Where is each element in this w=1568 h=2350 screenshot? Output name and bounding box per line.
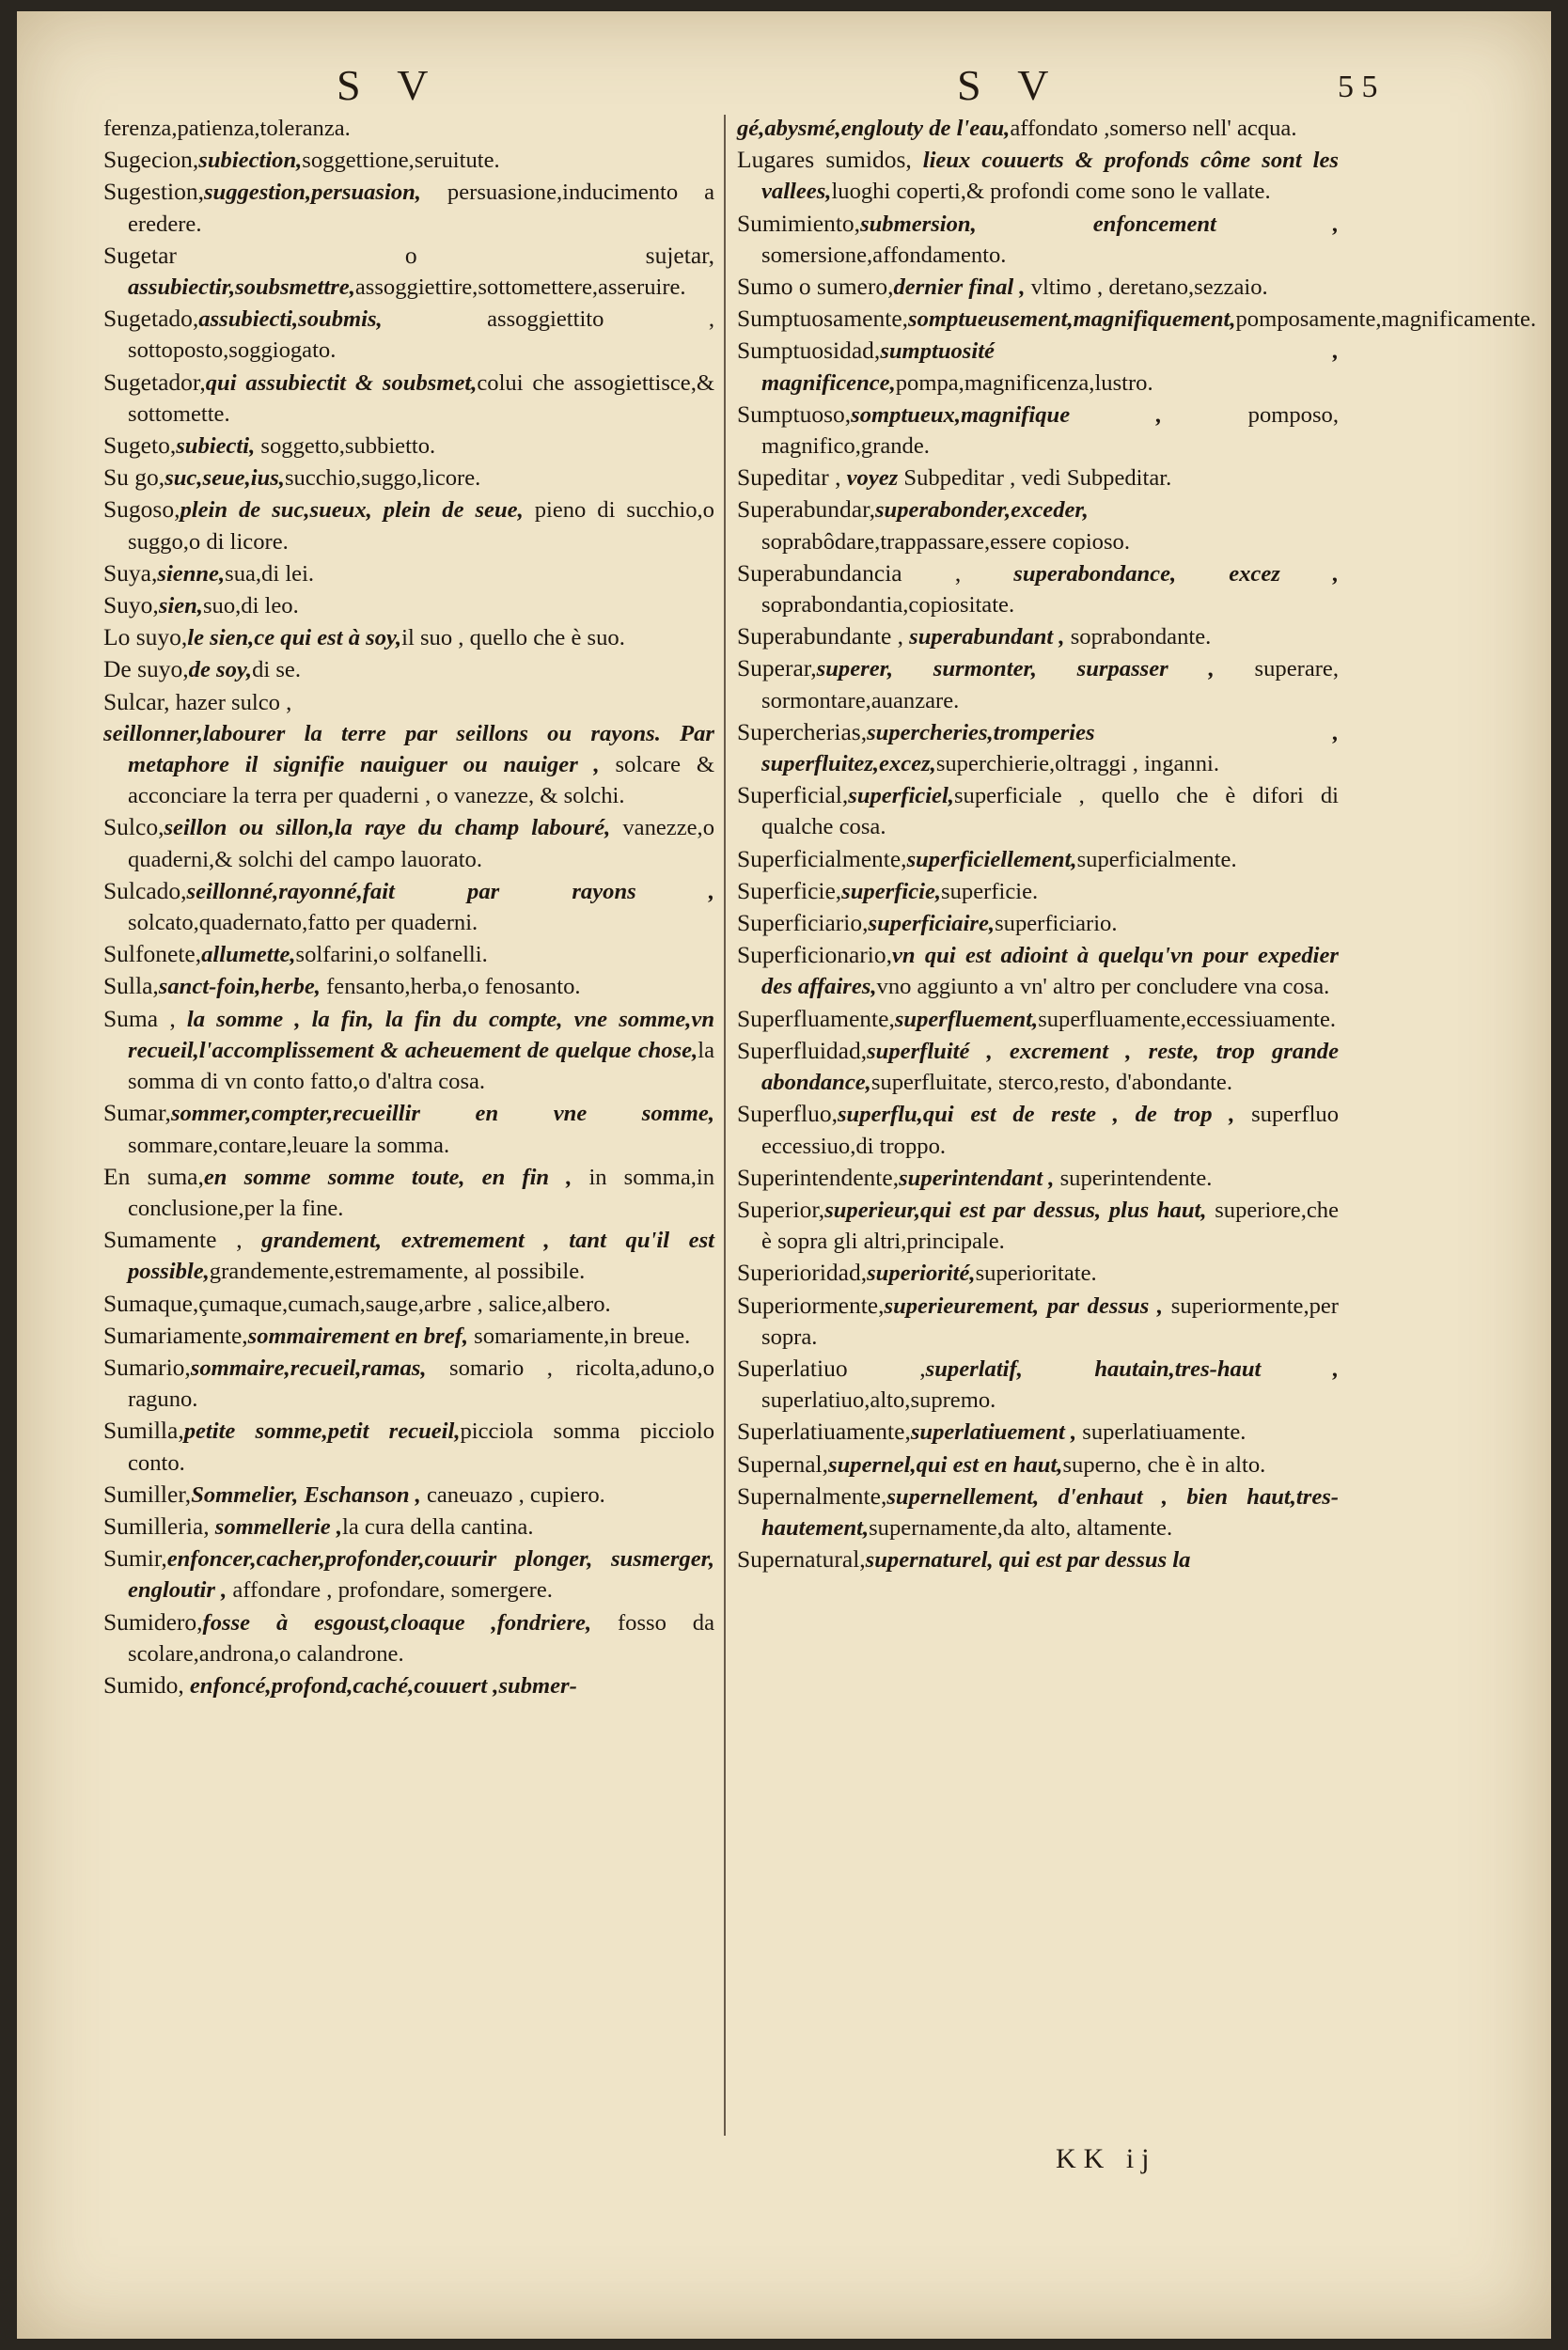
entry-headword: Superficial, bbox=[737, 781, 849, 809]
entry-gloss: pomposamente,magnificamente. bbox=[1235, 306, 1537, 333]
dictionary-entry bbox=[103, 653, 714, 685]
entry-headword: Suma , bbox=[103, 1004, 176, 1032]
entry-french-gloss: seillon ou sillon,la raye du champ labouré, bbox=[164, 815, 611, 841]
entry-french-gloss: sien, bbox=[158, 593, 203, 619]
entry-headword: Sulfonete, bbox=[103, 940, 202, 968]
entry-headword: Superficie, bbox=[737, 876, 842, 904]
entry-headword: Lo suyo, bbox=[103, 623, 188, 651]
entry-french-gloss: sumptuosité , magnificence, bbox=[761, 338, 1339, 396]
dictionary-entry bbox=[103, 1161, 714, 1224]
entry-gloss: superficie. bbox=[941, 878, 1039, 904]
entry-headword: Sumidero, bbox=[103, 1607, 203, 1636]
entry-headword: En suma, bbox=[103, 1162, 204, 1190]
folio-number: 5 5 bbox=[1338, 70, 1378, 104]
dictionary-entry bbox=[737, 335, 1339, 398]
dictionary-entry bbox=[103, 113, 714, 144]
entry-headword: Supernalmente, bbox=[737, 1481, 887, 1510]
dictionary-entry bbox=[103, 1415, 714, 1478]
entry-headword: Sugetar o sujetar, bbox=[103, 241, 714, 269]
entry-gloss: vanezze,o quaderni,& solchi del campo lauorato. bbox=[128, 815, 714, 872]
entry-gloss: suo,di leo. bbox=[202, 593, 299, 619]
entry-headword: Superlatiuo , bbox=[737, 1354, 926, 1382]
entry-headword: Superintendente, bbox=[737, 1163, 900, 1191]
dictionary-entry bbox=[103, 1511, 714, 1543]
entry-gloss: sommare,contare,leuare la somma. bbox=[128, 1132, 450, 1158]
entry-french-gloss: seillonné,rayonné,fait par rayons , bbox=[186, 878, 714, 904]
dictionary-entry bbox=[737, 144, 1339, 207]
entry-french-gloss: superintendant , bbox=[899, 1165, 1055, 1191]
dictionary-entry bbox=[103, 875, 714, 938]
entry-gloss: in somma,in conclusione,per la fine. bbox=[128, 1164, 715, 1221]
entry-headword: Sumilleria, bbox=[103, 1512, 210, 1540]
entry-french-gloss: superfluité , excrement , reste, trop grande abondance, bbox=[761, 1038, 1339, 1096]
entry-gloss: vltimo , deretano,sezzaio. bbox=[1025, 274, 1268, 301]
right-column bbox=[737, 113, 1537, 1575]
dictionary-entry bbox=[737, 1162, 1339, 1194]
entry-french-gloss: supercheries,tromperies , superfluitez,excez, bbox=[761, 719, 1339, 777]
entry-headword: De suyo, bbox=[103, 655, 189, 683]
entry-french-gloss: somptueusement,magnifiquement, bbox=[908, 306, 1236, 333]
entry-french-gloss: voyez bbox=[840, 465, 899, 492]
entry-gloss: persuasione,inducimento a eredere. bbox=[128, 180, 714, 237]
dictionary-entry bbox=[737, 779, 1339, 842]
entry-gloss: fosso da scolare,androna,o calandrone. bbox=[128, 1609, 714, 1667]
entry-french-gloss: superlatif, hautain,tres-haut , bbox=[925, 1355, 1339, 1382]
entry-gloss: fensanto,herba,o fenosanto. bbox=[320, 974, 581, 1000]
entry-gloss: superficiale , quello che è difori di qualche cosa. bbox=[761, 783, 1339, 840]
dictionary-entry bbox=[737, 1035, 1339, 1098]
dictionary-entry bbox=[103, 970, 714, 1002]
entry-headword: Sumilla, bbox=[103, 1417, 184, 1445]
entry-gloss: superfluitate, sterco,resto, d'abondante. bbox=[870, 1070, 1232, 1096]
entry-french-gloss: la somme , la fin, la fin du compte, vne somme,vn recueil,l'accomplissement & acheuement de quelque chose, bbox=[128, 1006, 714, 1063]
dictionary-entry bbox=[737, 939, 1339, 1002]
entry-french-gloss: supernaturel, qui est par dessus la bbox=[865, 1547, 1191, 1574]
entry-french-gloss: vn qui est adioint à quelqu'vn pour expedier des affaires, bbox=[761, 943, 1339, 1000]
dictionary-entry bbox=[737, 1098, 1339, 1161]
dictionary-entry bbox=[737, 843, 1339, 875]
entry-headword: Suya, bbox=[103, 558, 158, 587]
dictionary-entry bbox=[103, 938, 714, 970]
entry-gloss: superare, sormontare,auanzare. bbox=[761, 656, 1339, 713]
running-head-right: S V bbox=[957, 61, 1062, 109]
entry-gloss: superfluo eccessiuo,di troppo. bbox=[761, 1102, 1339, 1159]
dictionary-entry bbox=[103, 1224, 714, 1287]
entry-headword: Superior, bbox=[737, 1195, 825, 1223]
signature-mark bbox=[1056, 2143, 1157, 2175]
entry-french-gloss: gé,abysmé,englouty de l'eau, bbox=[737, 116, 1011, 141]
dictionary-entry bbox=[737, 875, 1339, 907]
entry-gloss: affondare , profondare, somergere. bbox=[227, 1577, 553, 1604]
signature-mark-text: KK ij bbox=[1056, 2143, 1157, 2174]
dictionary-entry bbox=[737, 208, 1339, 271]
entry-french-gloss: de soy, bbox=[188, 657, 253, 683]
entry-gloss: somario , ricolta,aduno,o raguno. bbox=[128, 1355, 714, 1413]
entry-gloss: somariamente,in breue. bbox=[468, 1323, 691, 1349]
dictionary-entry bbox=[737, 494, 1339, 556]
entry-french-gloss: supernel,qui est en haut, bbox=[828, 1451, 1063, 1478]
entry-headword: Superlatiuamente, bbox=[737, 1418, 911, 1446]
entry-french-gloss: assubiectir,soubsmettre, bbox=[128, 274, 355, 301]
entry-gloss: assoggiettito , sottoposto,soggiogato. bbox=[128, 306, 714, 364]
dictionary-entry bbox=[103, 303, 714, 366]
entry-gloss: soggetto,subbietto. bbox=[255, 433, 436, 460]
entry-gloss: superficiario. bbox=[995, 911, 1118, 937]
entry-french-gloss: superflu,qui est de reste , de trop , bbox=[837, 1102, 1235, 1128]
entry-french-gloss: suc,seue,ius, bbox=[165, 465, 285, 492]
dictionary-entry bbox=[737, 1449, 1339, 1480]
entry-french-gloss: sienne, bbox=[157, 560, 226, 587]
entry-french-gloss: le sien,ce qui est à soy, bbox=[187, 625, 402, 651]
entry-gloss: la somma di vn conto fatto,o d'altra cosa. bbox=[128, 1037, 714, 1095]
entry-gloss: vno aggiunto a vn' altro per concludere vna cosa. bbox=[876, 974, 1330, 1000]
entry-french-gloss: superfluement, bbox=[894, 1006, 1039, 1032]
entry-gloss: superiormente,per sopra. bbox=[761, 1292, 1339, 1350]
entry-gloss: luoghi coperti,& profondi come sono le vallate. bbox=[831, 179, 1271, 205]
entry-french-gloss: sommellerie , bbox=[209, 1513, 342, 1540]
entry-gloss: soprabôdare,trappassare,essere copioso. bbox=[761, 528, 1130, 555]
entry-headword: Sumar, bbox=[103, 1099, 171, 1127]
entry-headword: Lugares sumidos, bbox=[737, 146, 912, 174]
dictionary-entry bbox=[103, 176, 714, 239]
entry-headword: Superabundancia , bbox=[737, 558, 962, 587]
entry-headword: Sumido, bbox=[103, 1670, 184, 1699]
dictionary-page bbox=[17, 11, 1551, 2339]
entry-french-gloss: superabonder,exceder, bbox=[874, 497, 1089, 524]
entry-headword: Sumo o sumero, bbox=[737, 273, 894, 301]
entry-gloss: pieno di succhio,o suggo,o di licore. bbox=[128, 497, 714, 555]
entry-french-gloss: superficiellement, bbox=[906, 846, 1077, 872]
entry-gloss: soggettione,seruitute. bbox=[302, 148, 500, 174]
entry-french-gloss: allumette, bbox=[201, 942, 296, 968]
entry-gloss: Subpeditar , vedi Subpeditar. bbox=[898, 465, 1172, 492]
dictionary-entry bbox=[737, 1003, 1339, 1035]
dictionary-entry bbox=[737, 1543, 1339, 1575]
dictionary-entry bbox=[103, 1479, 714, 1511]
entry-french-gloss: dernier final , bbox=[893, 274, 1026, 301]
dictionary-entry bbox=[103, 1320, 714, 1352]
entry-headword: Superabundar, bbox=[737, 495, 875, 524]
entry-headword: Sulcar, bbox=[103, 687, 170, 715]
entry-french-gloss: supernellement, d'enhaut , bien haut,tres-hautement, bbox=[761, 1483, 1339, 1541]
entry-french-gloss: Sommelier, Eschanson , bbox=[191, 1481, 421, 1508]
dictionary-entry bbox=[103, 811, 714, 874]
entry-headword: Sumptuosamente, bbox=[737, 305, 909, 333]
dictionary-entry bbox=[103, 144, 714, 176]
entry-gloss: superioritate. bbox=[975, 1261, 1097, 1287]
entry-french-gloss: lieux couuerts & profonds côme sont les vallees, bbox=[761, 148, 1339, 205]
entry-headword: Sugecion, bbox=[103, 146, 199, 174]
entry-french-gloss: superabondance, excez , bbox=[961, 560, 1339, 587]
dictionary-entry bbox=[737, 1194, 1339, 1257]
dictionary-entry bbox=[737, 1480, 1339, 1543]
entry-headword: Sugoso, bbox=[103, 495, 180, 524]
dictionary-entry bbox=[103, 1543, 714, 1606]
entry-gloss: supernamente,da alto, altamente. bbox=[869, 1514, 1173, 1541]
entry-headword: Sumiller, bbox=[103, 1480, 192, 1508]
entry-headword: Sugetador, bbox=[103, 368, 206, 396]
entry-gloss: affondato ,somerso nell' acqua. bbox=[1010, 116, 1297, 141]
dictionary-entry bbox=[737, 1353, 1339, 1416]
entry-headword: Supeditar , bbox=[737, 463, 841, 492]
dictionary-entry bbox=[103, 718, 714, 812]
entry-headword: Sugeto, bbox=[103, 431, 177, 460]
entry-french-gloss: fosse à esgoust,cloaque ,fondriere, bbox=[202, 1609, 592, 1636]
entry-gloss: caneuazo , cupiero. bbox=[420, 1481, 605, 1508]
dictionary-entry bbox=[737, 620, 1339, 652]
entry-headword: Superficialmente, bbox=[737, 844, 907, 872]
entry-gloss: superintendente. bbox=[1054, 1165, 1213, 1191]
entry-gloss: hazer sulco , bbox=[169, 689, 292, 715]
entry-gloss: superlatiuo,alto,supremo. bbox=[761, 1387, 996, 1414]
entry-gloss: assoggiettire,sottomettere,asseruire. bbox=[354, 274, 686, 301]
entry-gloss: solcare & acconciare la terra per quaderni , o vanezze, & solchi. bbox=[128, 752, 714, 809]
entry-headword: Sumimiento, bbox=[737, 209, 861, 237]
entry-french-gloss: superer, surmonter, surpasser , bbox=[816, 656, 1215, 682]
entry-gloss: grandemente,estremamente, al possibile. bbox=[209, 1259, 586, 1285]
entry-french-gloss: plein de suc,sueux, plein de seue, bbox=[180, 497, 524, 524]
entry-gloss: sua,di lei. bbox=[225, 560, 315, 587]
entry-gloss: superno, che è in alto. bbox=[1062, 1451, 1266, 1478]
dictionary-entry bbox=[103, 240, 714, 303]
entry-french-gloss: enfoncer,cacher,profonder,couurir plonger, susmerger, engloutir , bbox=[128, 1546, 714, 1604]
entry-french-gloss: qui assubiectit & soubsmet, bbox=[205, 369, 478, 396]
entry-gloss: çumaque,cumach,sauge,arbre , salice,albero. bbox=[198, 1291, 611, 1317]
entry-french-gloss: subiection, bbox=[198, 148, 303, 174]
dictionary-entry bbox=[737, 557, 1339, 620]
entry-french-gloss: sommer,compter,recueillir en vne somme, bbox=[170, 1101, 714, 1127]
dictionary-entry bbox=[737, 399, 1339, 462]
entry-french-gloss: subiecti, bbox=[176, 433, 256, 460]
entry-french-gloss: superlatiuement , bbox=[910, 1419, 1077, 1446]
entry-french-gloss: somptueux,magnifique , bbox=[851, 401, 1162, 428]
entry-headword: Superfluidad, bbox=[737, 1036, 868, 1064]
dictionary-entry bbox=[737, 716, 1339, 779]
entry-headword: Sumptuoso, bbox=[737, 400, 852, 428]
dictionary-entry bbox=[103, 1288, 714, 1320]
entry-gloss: la cura della cantina. bbox=[342, 1513, 534, 1540]
entry-french-gloss: suggestion,persuasion, bbox=[203, 180, 421, 206]
column-divider bbox=[724, 115, 726, 2136]
entry-headword: Sulcado, bbox=[103, 876, 187, 904]
dictionary-entry bbox=[737, 1416, 1339, 1448]
entry-headword: Superficionario, bbox=[737, 941, 892, 969]
dictionary-entry bbox=[103, 367, 714, 430]
entry-headword: Su go, bbox=[103, 463, 165, 492]
entry-gloss: soprabondante. bbox=[1064, 624, 1212, 650]
entry-gloss: succhio,suggo,licore. bbox=[284, 465, 481, 492]
dictionary-entry bbox=[103, 1352, 714, 1415]
dictionary-entry bbox=[103, 494, 714, 556]
entry-headword: Sumir, bbox=[103, 1544, 167, 1573]
running-head-left: S V bbox=[337, 61, 442, 109]
entry-french-gloss: petite somme,petit recueil, bbox=[183, 1418, 461, 1445]
dictionary-entry bbox=[737, 113, 1339, 144]
entry-gloss: superlatiuamente. bbox=[1076, 1419, 1247, 1446]
entry-headword: Supernatural, bbox=[737, 1545, 866, 1574]
entry-gloss: superiore,che è sopra gli altri,principale. bbox=[761, 1197, 1339, 1255]
entry-gloss: di se. bbox=[252, 657, 301, 683]
entry-gloss: superchierie,oltraggi , inganni. bbox=[935, 751, 1219, 777]
entry-headword: Superar, bbox=[737, 654, 817, 682]
entry-headword: Supercherias, bbox=[737, 717, 868, 745]
entry-headword: Sumamente , bbox=[103, 1226, 243, 1254]
entry-gloss: colui che assogiettisce,& sottomette. bbox=[128, 369, 715, 427]
entry-gloss: picciola somma picciolo conto. bbox=[128, 1418, 715, 1476]
entry-headword: Superioridad, bbox=[737, 1259, 868, 1287]
dictionary-entry bbox=[103, 430, 714, 462]
entry-gloss: solfarini,o solfanelli. bbox=[295, 942, 488, 968]
dictionary-entry bbox=[737, 462, 1339, 494]
entry-french-gloss: enfoncé,profond,caché,couuert ,submer- bbox=[183, 1672, 577, 1699]
entry-gloss: pomposo, magnifico,grande. bbox=[761, 401, 1339, 460]
dictionary-entry bbox=[737, 1257, 1339, 1289]
dictionary-entry bbox=[103, 462, 714, 494]
entry-headword: Superficiario, bbox=[737, 909, 869, 937]
entry-french-gloss: superficiaire, bbox=[868, 911, 996, 937]
entry-french-gloss: sommairement en bref, bbox=[247, 1323, 468, 1349]
entry-french-gloss: sommaire,recueil,ramas, bbox=[190, 1355, 427, 1381]
entry-headword: Sugetado, bbox=[103, 305, 199, 333]
entry-french-gloss: en somme somme toute, en fin , bbox=[203, 1164, 572, 1190]
entry-headword: Sulco, bbox=[103, 813, 165, 841]
entry-french-gloss: sanct-foin,herbe, bbox=[158, 974, 321, 1000]
entry-gloss: pompa,magnificenza,lustro. bbox=[895, 369, 1153, 396]
dictionary-entry bbox=[103, 589, 714, 621]
entry-headword: Supernal, bbox=[737, 1449, 829, 1478]
entry-headword: Superfluo, bbox=[737, 1100, 838, 1128]
entry-gloss: solcato,quadernato,fatto per quaderni. bbox=[128, 910, 478, 936]
entry-headword: Sumaque, bbox=[103, 1289, 199, 1317]
entry-headword: Sumariamente, bbox=[103, 1321, 248, 1349]
dictionary-entry bbox=[103, 1097, 714, 1160]
entry-french-gloss: submersion, enfoncement , bbox=[860, 211, 1339, 237]
dictionary-entry bbox=[103, 557, 714, 589]
entry-gloss: il suo , quello che è suo. bbox=[401, 625, 625, 651]
entry-headword: Sugestion, bbox=[103, 178, 204, 206]
entry-french-gloss: seillonner,labourer la terre par seillons ou rayons. Par metaphore il signifie nauiguer ou nauiger , bbox=[103, 720, 714, 778]
entry-french-gloss: assubiecti,soubmis, bbox=[198, 306, 383, 333]
entry-french-gloss: superficie, bbox=[841, 878, 942, 904]
entry-headword: Superabundante , bbox=[737, 622, 904, 650]
entry-headword: Sulla, bbox=[103, 972, 159, 1000]
entry-french-gloss: superieur,qui est par dessus, plus haut, bbox=[824, 1197, 1207, 1223]
entry-french-gloss: superficiel, bbox=[848, 783, 954, 809]
entry-gloss: somersione,affondamento. bbox=[761, 242, 1007, 268]
dictionary-entry bbox=[737, 271, 1339, 303]
dictionary-entry bbox=[103, 621, 714, 653]
entry-french-gloss: grandement, extremement , tant qu'il est possible, bbox=[128, 1228, 714, 1285]
entry-gloss: superficialmente. bbox=[1076, 846, 1237, 872]
entry-gloss: superfluamente,eccessiuamente. bbox=[1038, 1006, 1337, 1032]
dictionary-entry bbox=[737, 652, 1339, 715]
entry-headword: Sumario, bbox=[103, 1353, 191, 1381]
dictionary-entry bbox=[737, 1290, 1339, 1353]
dictionary-entry bbox=[103, 686, 714, 718]
dictionary-entry bbox=[103, 1003, 714, 1098]
entry-headword: Suyo, bbox=[103, 591, 159, 619]
entry-gloss: soprabondantia,copiositate. bbox=[761, 592, 1015, 619]
dictionary-entry bbox=[737, 907, 1339, 939]
entry-french-gloss: superieurement, par dessus , bbox=[884, 1292, 1164, 1319]
entry-french-gloss: superiorité, bbox=[867, 1261, 976, 1287]
entry-french-gloss: superabundant , bbox=[903, 624, 1065, 650]
dictionary-entry bbox=[103, 1606, 714, 1669]
dictionary-entry bbox=[103, 1669, 714, 1701]
entry-headword: Superiormente, bbox=[737, 1291, 885, 1319]
entry-headword: Sumptuosidad, bbox=[737, 337, 881, 365]
entry-headword: Superfluamente, bbox=[737, 1004, 895, 1032]
entry-gloss: ferenza,patienza,toleranza. bbox=[103, 116, 351, 141]
left-column bbox=[103, 113, 714, 1701]
dictionary-entry bbox=[737, 303, 1537, 335]
